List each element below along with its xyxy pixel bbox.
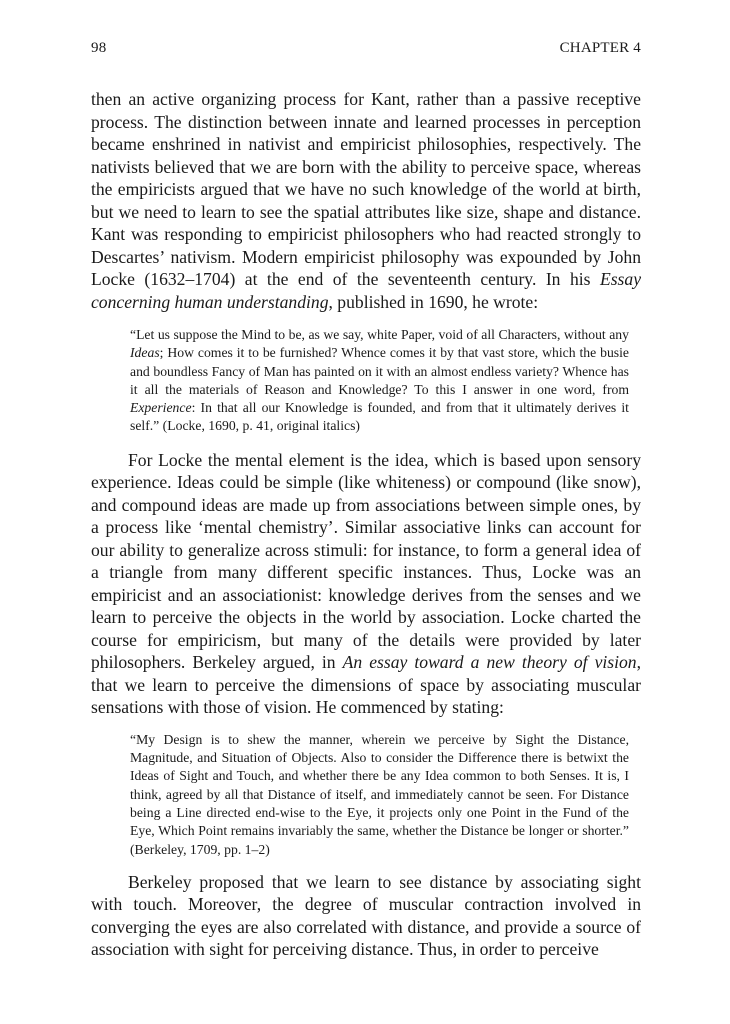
paragraph-text: , published in 1690, he wrote: bbox=[328, 291, 539, 312]
quote-text: : In that all our Knowledge is founded, and from that it ultimately derives it self.” (Locke, 1690, p. 41, original italics) bbox=[130, 400, 629, 434]
quote-italic-experience: Experience bbox=[130, 400, 192, 416]
paragraph-kant-empiricism bbox=[91, 88, 641, 313]
chapter-title: CHAPTER 4 bbox=[559, 40, 641, 56]
paragraph-text: For Locke the mental element is the idea, which is based upon sensory experience. Ideas could be simple (like whiteness) or compound (like snow), and compound ideas are made up from associations between simple ones, by a process like ‘mental chemistry’. Similar associative links can account for our ability to generalize across stimuli: for instance, to form a general idea of a triangle from many different specific instances. Thus, Locke was an empiricist and an associationist: knowledge derives from the senses and we learn to perceive the objects in the world by association. Locke charted the course for empiricism, but many of the details were provided by later philosophers. Berkeley argued, in bbox=[91, 449, 641, 673]
quote-text: ; How comes it to be furnished? Whence comes it by that vast store, which the busie and boundless Fancy of Man has painted on it with an almost endless variety? Whence has it all the materials of Reason and Knowledge? To this I answer in one word, from bbox=[130, 345, 629, 397]
running-head bbox=[91, 40, 641, 66]
paragraph-text: , that we learn to perceive the dimensions of space by associating muscular sensations with those of vision. He commenced by stating: bbox=[91, 652, 642, 718]
book-title-berkeley-essay: An essay toward a new theory of vision bbox=[342, 652, 637, 673]
paragraph-berkeley-distance bbox=[91, 871, 641, 961]
paragraph-text: Berkeley proposed that we learn to see distance by associating sight with touch. Moreover, the degree of muscular contraction involved in converging the eyes are also correlated with distance, and provide a source of association with sight for perceiving distance. Thus, in order to perceive bbox=[91, 871, 641, 960]
quote-text: “My Design is to shew the manner, wherein we perceive by Sight the Distance, Magnitude, and Situation of Objects. Also to consider the Difference there is betwixt the Ideas of Sight and Touch, and whether there be any Idea common to both Senses. It is, I think, agreed by all that Distance of itself, and immediately cannot be seen. For Distance being a Line directed end-wise to the Eye, it projects only one Point in the Fund of the Eye, Which Point remains invariably the same, whether the Distance be longer or shorter.” (Berkeley, 1709, pp. 1–2) bbox=[130, 731, 629, 857]
page bbox=[91, 40, 641, 961]
quote-italic-ideas: Ideas bbox=[130, 345, 160, 361]
page-number: 98 bbox=[91, 40, 107, 56]
block-quote-locke bbox=[91, 326, 641, 436]
paragraph-locke-ideas bbox=[91, 449, 641, 719]
quote-text: “Let us suppose the Mind to be, as we say, white Paper, void of all Characters, without any bbox=[130, 327, 629, 342]
block-quote-berkeley bbox=[91, 731, 641, 859]
book-title-locke-essay: Essay concerning human understanding bbox=[91, 269, 641, 312]
paragraph-text: then an active organizing process for Kant, rather than a passive receptive process. The distinction between innate and learned processes in perception became enshrined in nativist and empiricist philosophies, respectively. The nativists believed that we are born with the ability to perceive space, whereas the empiricists argued that we have no such knowledge of the world at birth, but we need to learn to see the spatial attributes like size, shape and distance. Kant was responding to empiricist philosophers who had reacted strongly to Descartes’ nativism. Modern empiricist philosophy was expounded by John Locke (1632–1704) at the end of the seventeenth century. In his bbox=[91, 89, 641, 289]
